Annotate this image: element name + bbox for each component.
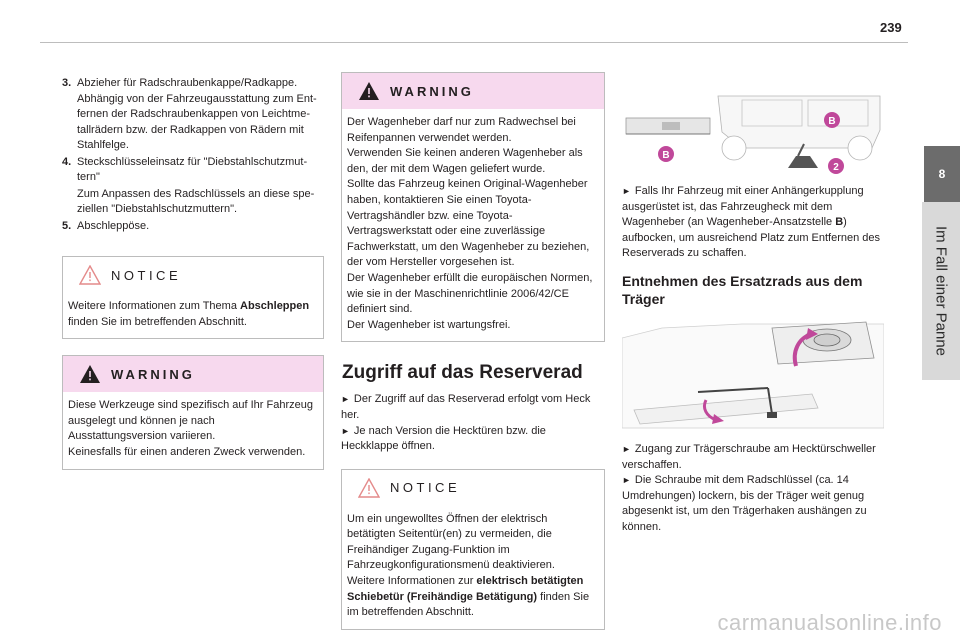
- step-text: Steckschlüsseleinsatz für "Diebstahlschutzmut-tern": [77, 155, 308, 183]
- tool-list: [62, 76, 324, 234]
- warning-triangle-icon: [79, 364, 101, 384]
- notice-bold-link-text: Abschleppen: [240, 300, 310, 312]
- chapter-title-tab: [922, 202, 960, 380]
- chapter-title: Im Fall einer Panne: [932, 225, 950, 357]
- column-1: [62, 76, 324, 470]
- arrow-bullet-icon: ►: [622, 186, 631, 196]
- warning-label: WARNING: [111, 366, 195, 382]
- notice-body: [342, 506, 604, 629]
- warning-text: Der Wagenheber darf nur zum Radwechsel bei Reifenpannen verwendet werden.: [347, 116, 576, 144]
- warning-text: Sollte das Fahrzeug keinen Original-Wagenheber haben, kontaktieren Sie einen Toyota-Vertragshändler bzw. eine Toyota-Vertragswerkstatt oder eine zuverlässige Fachwerkstatt, um den Wagenheber zu beziehen, der vom Hersteller vorgesehen ist.: [347, 178, 590, 269]
- bullet-text: Der Zugriff auf das Reserverad erfolgt vom Heck her.: [341, 393, 591, 421]
- warning-label: WARNING: [390, 83, 474, 99]
- warning-body: [342, 109, 604, 341]
- step-number: 4.: [62, 155, 72, 168]
- bullet-text: Die Schraube mit dem Radschlüssel (ca. 14 Umdrehungen) lockern, bis der Träger weit genug abgesenkt ist, um den Trägerhaken aushängen zu können.: [622, 474, 867, 533]
- column-2: [341, 72, 605, 630]
- arrow-bullet-icon: ►: [622, 443, 631, 454]
- bullet-text: ) aufbocken, um ausreichend Platz zum Entfernen des Reserverads zu schaffen.: [622, 216, 881, 260]
- list-item: [622, 184, 884, 262]
- callout-2: 2: [833, 162, 839, 173]
- notice-text: Um ein ungewolltes Öffnen der elektrisch betätigten Seitentür(en) zu vermeiden, die Freihändiger Zugang-Funktion im Fahrzeugkonfigurationsmenü deaktivieren.: [347, 512, 555, 572]
- notice-text: Weitere Informationen zur: [347, 575, 477, 588]
- warning-text: Der Wagenheber erfüllt die europäischen Normen, wie sie in der Maschinenrichtlinie 2006/42/CE definiert sind.: [347, 271, 593, 316]
- section-heading: Entnehmen des Ersatzrads aus dem Träger: [622, 272, 863, 307]
- notice-box: [62, 256, 324, 339]
- notice-box: [341, 469, 605, 630]
- list-item: [341, 392, 605, 423]
- notice-text: Weitere Informationen zum Thema: [68, 300, 241, 312]
- warning-text: Der Wagenheber ist wartungsfrei.: [347, 318, 511, 331]
- bullet-bold-text: B: [835, 216, 844, 229]
- notice-text: finden Sie im betreffenden Abschnitt.: [347, 590, 590, 619]
- step-text: Zum Anpassen des Radschlüssels an diese spe-ziellen "Diebstahlschutzmuttern".: [77, 187, 315, 215]
- arrow-bullet-icon: ►: [622, 475, 631, 486]
- notice-label: NOTICE: [390, 480, 461, 496]
- warning-box: [341, 72, 605, 342]
- spare-wheel-carrier-illustration: [622, 318, 884, 430]
- warning-triangle-icon: [358, 81, 380, 101]
- step-text: Abschleppöse.: [77, 219, 150, 232]
- vehicle-jack-illustration: [622, 82, 884, 178]
- watermark: carmanualsonline.info: [717, 610, 942, 635]
- warning-text: Diese Werkzeuge sind spezifisch auf Ihr Fahrzeug ausgelegt und können je nach Ausstattungsversion variieren.: [68, 399, 313, 443]
- warning-header: [63, 356, 323, 392]
- step-number: 3.: [62, 77, 72, 89]
- notice-body: [63, 293, 323, 338]
- arrow-bullet-icon: ►: [341, 394, 350, 405]
- list-item: [341, 424, 605, 455]
- callout-b-right: B: [828, 116, 836, 127]
- step-number: 5.: [62, 219, 72, 232]
- warning-triangle-icon: [358, 478, 380, 498]
- callout-b-left: B: [662, 150, 670, 161]
- list-item: [622, 442, 884, 473]
- page-number: 239: [880, 20, 902, 35]
- notice-bold-link-text: elektrisch betätigten Schiebetür (Freihändige Betätigung): [347, 575, 584, 603]
- bullet-text: Zugang zur Trägerschraube am Hecktürschweller verschaffen.: [622, 442, 876, 471]
- section-heading: Zugriff auf das Reserverad: [342, 362, 583, 384]
- spare-wheel-illustration: [622, 318, 884, 430]
- warning-triangle-icon: [79, 265, 101, 285]
- warning-text: Keinesfalls für einen anderen Zweck verwenden.: [68, 445, 306, 458]
- list-item: [622, 473, 884, 535]
- warning-header: [342, 73, 604, 109]
- column-3: [622, 82, 884, 536]
- bullet-text: Falls Ihr Fahrzeug mit einer Anhängerkupplung ausgerüstet ist, das Fahrzeugheck mit dem Wagenheber (an Wagenheber-Ansatzstelle: [622, 185, 864, 229]
- chapter-number-tab: 8: [924, 146, 960, 202]
- notice-text: finden Sie im betreffenden Abschnitt.: [68, 315, 247, 328]
- jack-position-illustration: [622, 82, 884, 178]
- list-item: [62, 219, 324, 235]
- list-item: [62, 76, 324, 154]
- notice-header: [342, 470, 604, 506]
- arrow-bullet-icon: ►: [341, 425, 350, 436]
- bullet-text: Je nach Version die Hecktüren bzw. die Heckklappe öffnen.: [341, 424, 546, 453]
- step-text: Abzieher für Radschraubenkappe/Radkappe. Abhängig von der Fahrzeugausstattung zum Ent-fernen der Radschraubenkappen von Leichtme-tallrädern bzw. der Radkappen von Rädern mit Stahlfelge.: [77, 77, 317, 151]
- notice-header: [63, 257, 323, 293]
- warning-box: [62, 355, 324, 469]
- notice-label: NOTICE: [111, 267, 182, 283]
- header-rule: [40, 42, 908, 43]
- warning-text: Verwenden Sie keinen anderen Wagenheber als den, der mit dem Wagen geliefert wurde.: [347, 147, 583, 175]
- list-item: [62, 155, 324, 186]
- list-item: [62, 187, 324, 218]
- warning-body: [63, 392, 323, 468]
